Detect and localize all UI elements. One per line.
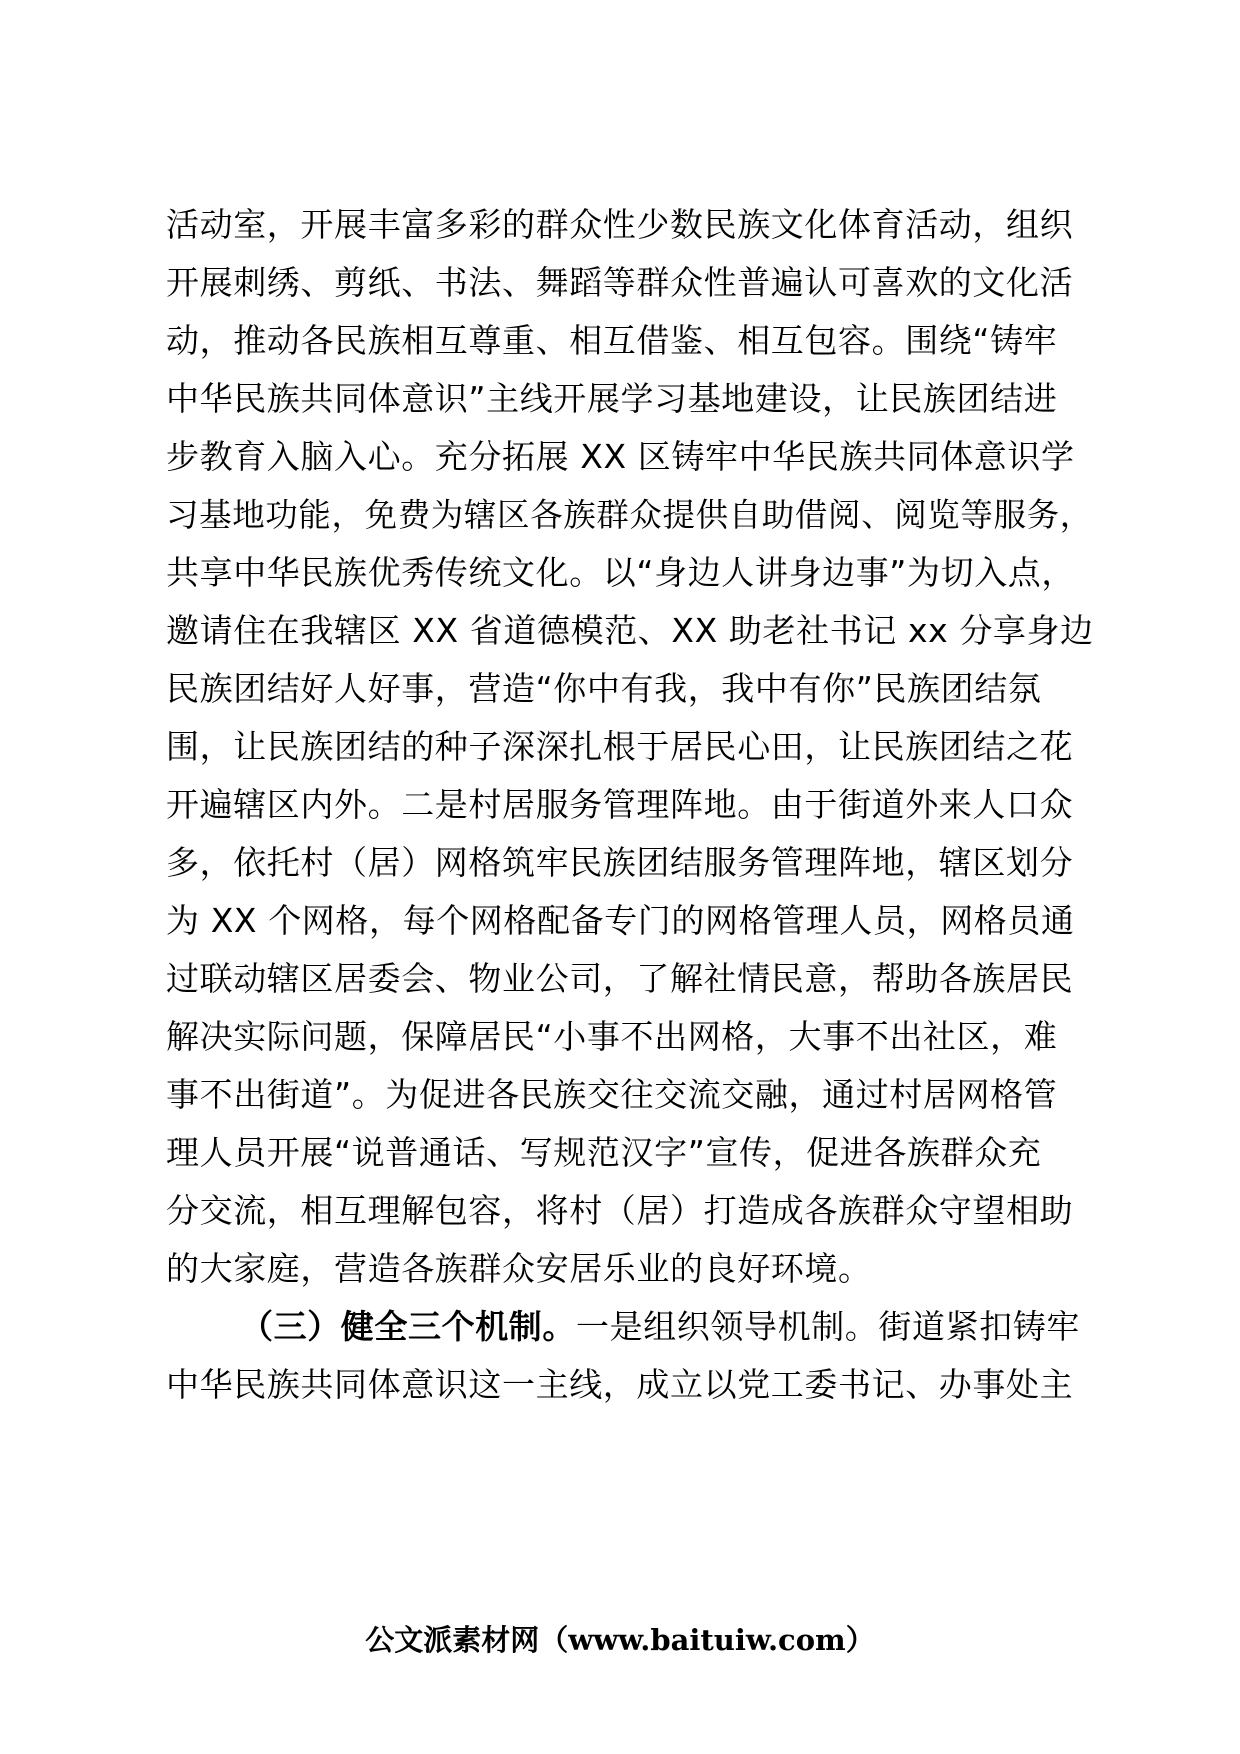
body-line: 步教育入脑入心。充分拓展 XX 区铸牢中华民族共同体意识学 xyxy=(166,437,1075,476)
section-text: 一是组织领导机制。街道紧扣铸牢 xyxy=(576,1307,1080,1346)
body-line: 解决实际问题，保障居民“小事不出网格，大事不出社区，难 xyxy=(166,1017,1058,1056)
body-line: 活动室，开展丰富多彩的群众性少数民族文化体育活动，组织 xyxy=(166,205,1074,244)
body-line: 民族团结好人好事，营造“你中有我，我中有你”民族团结氛 xyxy=(166,669,1042,708)
body-line: 事不出街道”。为促进各民族交往交流交融，通过村居网格管 xyxy=(166,1075,1058,1114)
body-line: 多，依托村（居）网格筑牢民族团结服务管理阵地，辖区划分 xyxy=(166,843,1074,882)
footer-watermark: 公文派素材网（www.baituiw.com） xyxy=(365,1623,875,1657)
body-line: 开遍辖区内外。二是村居服务管理阵地。由于街道外来人口众 xyxy=(166,785,1074,824)
body-line: 理人员开展“说普通话、写规范汉字”宣传，促进各族群众充 xyxy=(166,1133,1042,1172)
body-line: 过联动辖区居委会、物业公司，了解社情民意，帮助各族居民 xyxy=(166,959,1074,998)
section-heading: （三）健全三个机制。 xyxy=(240,1307,576,1346)
body-line: 为 XX 个网格，每个网格配备专门的网格管理人员，网格员通 xyxy=(166,901,1075,940)
body-line: 中华民族共同体意识”主线开展学习基地建设，让民族团结进 xyxy=(166,379,1058,418)
body-line: 共享中华民族优秀传统文化。以“身边人讲身边事”为切入点， xyxy=(166,553,1075,592)
body-line: 中华民族共同体意识这一主线，成立以党工委书记、办事处主 xyxy=(166,1365,1074,1404)
section-line xyxy=(240,1297,1106,1357)
body-line: 围，让民族团结的种子深深扎根于居民心田，让民族团结之花 xyxy=(166,727,1074,766)
body-line: 动，推动各民族相互尊重、相互借鉴、相互包容。围绕“铸牢 xyxy=(166,321,1058,360)
body-line: 分交流，相互理解包容，将村（居）打造成各族群众守望相助 xyxy=(166,1191,1074,1230)
body-line: 开展刺绣、剪纸、书法、舞蹈等群众性普遍认可喜欢的文化活 xyxy=(166,263,1074,302)
body-line: 习基地功能，免费为辖区各族群众提供自助借阅、阅览等服务， xyxy=(166,496,1093,534)
body-line: 邀请住在我辖区 XX 省道德模范、XX 助老社书记 xx 分享身边 xyxy=(166,611,1094,650)
body-line: 的大家庭，营造各族群众安居乐业的良好环境。 xyxy=(166,1249,872,1288)
